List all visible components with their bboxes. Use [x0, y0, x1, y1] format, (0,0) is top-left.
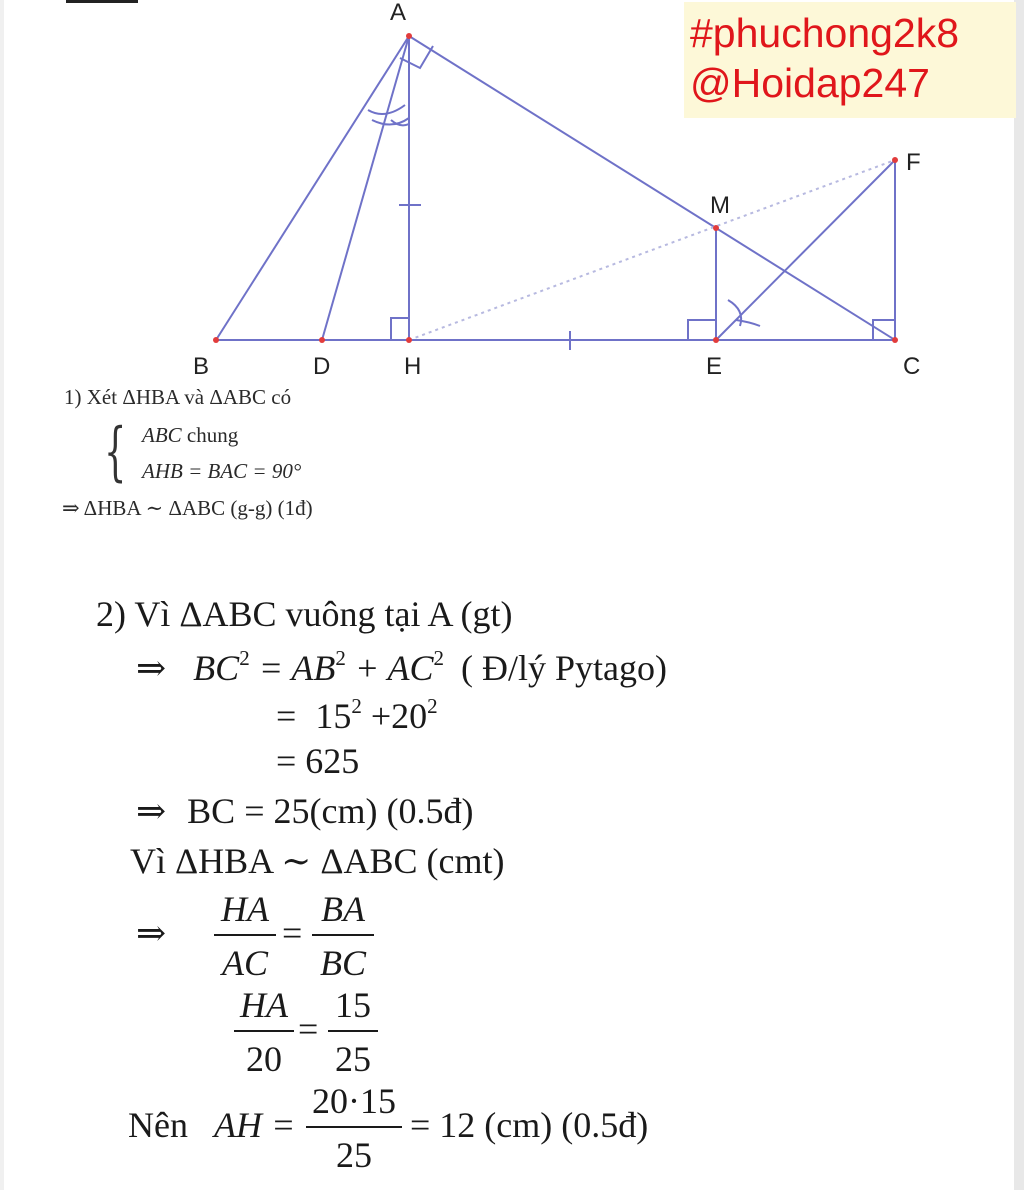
- point-H: [406, 337, 412, 343]
- right-angle-E: [688, 320, 716, 340]
- final-den: 25: [336, 1135, 372, 1175]
- step1-20: +20: [370, 696, 428, 736]
- ratio1-bc: BC: [319, 943, 366, 983]
- part1-brace: {: [104, 415, 127, 489]
- part2-step-2: = 625: [276, 741, 360, 781]
- ratio1-equals: =: [282, 913, 303, 953]
- ratio2-15: 15: [335, 985, 371, 1025]
- part1-condition-1: [142, 423, 238, 448]
- point-D: [319, 337, 325, 343]
- label-D: D: [313, 353, 331, 380]
- pyth-note: ( Đ/lý Pytago): [460, 648, 667, 688]
- ratio2-20: 20: [246, 1039, 282, 1079]
- label-H: H: [404, 353, 422, 380]
- part1-conclusion: ⇒ ΔHBA ∼ ΔABC (g-g) (1đ): [62, 496, 313, 520]
- ratio2-left: [234, 984, 294, 1080]
- part1-condition-2: AHB = BAC = 90°: [142, 459, 302, 483]
- segment-AD: [322, 36, 409, 340]
- final-num: 20·15: [312, 1081, 396, 1121]
- ratio1-left: [214, 888, 276, 984]
- ratio1-right: [312, 888, 374, 984]
- part2-intro: 2) Vì ΔABC vuông tại A (gt): [96, 594, 513, 634]
- exp-1: 2: [239, 646, 250, 670]
- pyth-ab: = AB: [258, 648, 336, 688]
- right-angle-H: [391, 318, 409, 340]
- exp-4: 2: [351, 694, 362, 718]
- ratio2-25: 25: [335, 1039, 371, 1079]
- final-prefix: Nên: [128, 1105, 188, 1145]
- exp-3: 2: [433, 646, 444, 670]
- part1-heading: 1) Xét ΔHBA và ΔABC có: [64, 385, 292, 409]
- part2-pythagoras-line: [136, 646, 667, 689]
- label-B: B: [193, 353, 210, 380]
- part2-bc-result: [136, 790, 473, 832]
- arrow-1: ⇒: [136, 648, 167, 688]
- label-E: E: [706, 353, 723, 380]
- part2-similar: Vì ΔHBA ∼ ΔABC (cmt): [130, 841, 505, 881]
- arrow-3: ⇒: [136, 913, 167, 953]
- final-fraction: [306, 1080, 402, 1176]
- watermark: [684, 2, 1016, 118]
- watermark-handle: @Hoidap247: [690, 60, 930, 106]
- ratio1-ha: HA: [221, 889, 269, 929]
- segment-AB: [216, 36, 409, 340]
- exp-5: 2: [427, 694, 438, 718]
- part2-step-1: [276, 694, 438, 737]
- point-M: [713, 225, 719, 231]
- arrow-2: ⇒: [136, 791, 167, 831]
- ratio2-equals: =: [298, 1009, 319, 1049]
- step1-eq: =: [276, 696, 297, 736]
- label-F: F: [906, 149, 921, 176]
- angle-arc-A-1: [368, 105, 405, 114]
- point-B: [213, 337, 219, 343]
- label-M: M: [710, 192, 730, 219]
- point-C: [892, 337, 898, 343]
- part1-angle-abc: ABC: [142, 423, 182, 447]
- ratio2-right: [328, 984, 378, 1080]
- bc-result-text: BC = 25(cm) (0.5đ): [187, 791, 474, 831]
- ratio2-ha: HA: [240, 985, 288, 1025]
- part1-chung: chung: [186, 423, 239, 447]
- point-A: [406, 33, 412, 39]
- pyth-ac: + AC: [354, 648, 434, 688]
- pyth-bc: BC: [193, 648, 240, 688]
- label-A: A: [390, 0, 407, 26]
- exp-2: 2: [335, 646, 346, 670]
- watermark-hashtag: #phuchong2k8: [690, 10, 960, 56]
- segment-EF: [716, 160, 895, 340]
- step1-15: 15: [315, 696, 352, 736]
- angle-arc-A-2: [372, 118, 409, 125]
- point-E: [713, 337, 719, 343]
- point-F: [892, 157, 898, 163]
- final-ah: AH =: [214, 1105, 296, 1145]
- label-C: C: [903, 353, 921, 380]
- ratio1-ac: AC: [221, 943, 268, 983]
- ratio1-ba: BA: [321, 889, 365, 929]
- final-result: = 12 (cm) (0.5đ): [410, 1105, 649, 1145]
